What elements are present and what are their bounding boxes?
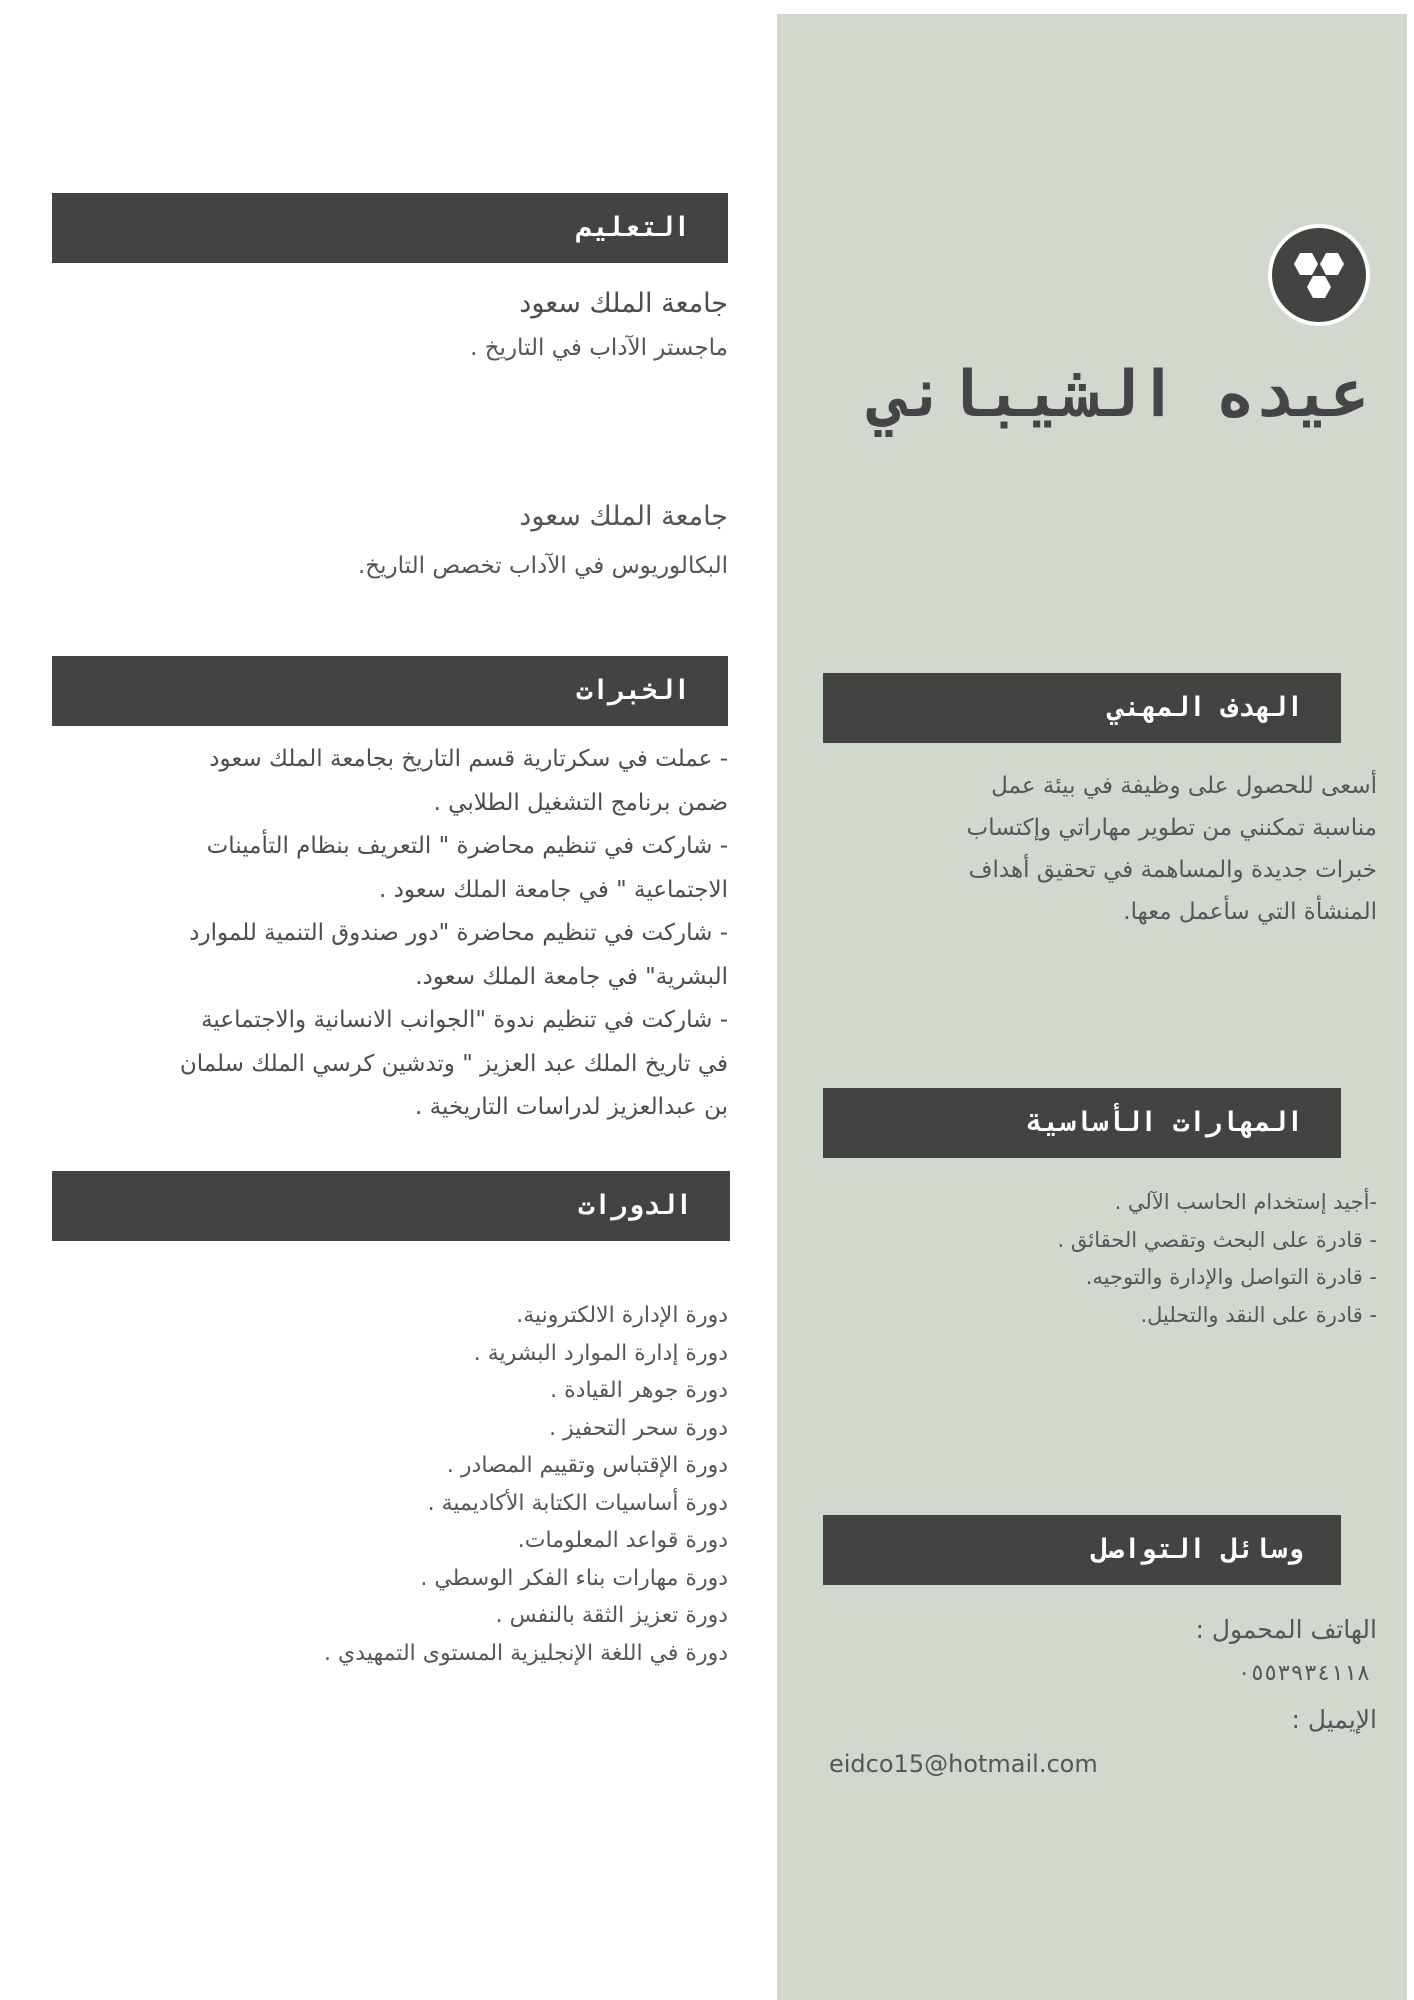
courses-list	[324, 1297, 728, 1672]
hexagon-logo-icon	[1266, 222, 1372, 328]
course-item: دورة أساسيات الكتابة الأكاديمية .	[427, 1490, 728, 1516]
experience-line: - شاركت في تنظيم محاضرة "دور صندوق التنمية للموارد	[189, 920, 728, 946]
experience-header	[52, 656, 728, 726]
education-header	[52, 193, 728, 263]
experience-title: الخبرات	[576, 675, 690, 706]
course-item: دورة تعزيز الثقة بالنفس .	[495, 1603, 728, 1628]
objective-header	[823, 673, 1341, 743]
contact-header	[823, 1515, 1341, 1585]
person-name: عيده الشيباني	[869, 358, 1370, 432]
skills-header	[823, 1088, 1341, 1158]
education-degree-1: ماجستر الآداب في التاريخ .	[470, 335, 728, 361]
objective-text	[967, 765, 1377, 933]
education-title: التعليم	[576, 212, 690, 243]
objective-line: خبرات جديدة والمساهمة في تحقيق أهداف	[968, 857, 1377, 883]
email-link[interactable]: eidco15@hotmail.com	[829, 1750, 1098, 1778]
experience-list	[180, 738, 728, 1130]
skill-item: -أجيد إستخدام الحاسب الآلي .	[1114, 1190, 1377, 1214]
course-item: دورة إدارة الموارد البشرية .	[473, 1340, 728, 1366]
course-item: دورة الإقتباس وتقييم المصادر .	[446, 1453, 728, 1478]
email-label: الإيميل :	[1291, 1705, 1377, 1734]
skills-title: المهارات الأساسية	[1026, 1107, 1303, 1138]
objective-title: الهدف المهني	[1107, 692, 1303, 723]
experience-line: البشرية" في جامعة الملك سعود.	[415, 963, 728, 990]
objective-line: أسعى للحصول على وظيفة في بيئة عمل	[991, 773, 1377, 799]
course-item: دورة سحر التحفيز .	[549, 1415, 728, 1441]
experience-line: - شاركت في تنظيم محاضرة " التعريف بنظام التأمينات	[206, 833, 728, 859]
skill-item: - قادرة على البحث وتقصي الحقائق .	[1057, 1227, 1377, 1252]
skill-item: - قادرة التواصل والإدارة والتوجيه.	[1085, 1265, 1377, 1289]
experience-line: - شاركت في تنظيم ندوة "الجوانب الانسانية والاجتماعية	[201, 1007, 728, 1033]
phone-label: الهاتف المحمول :	[1195, 1615, 1377, 1644]
objective-line: المنشأة التي سأعمل معها.	[1123, 899, 1377, 925]
education-university-2: جامعة الملك سعود	[519, 501, 728, 532]
skills-list	[1058, 1184, 1377, 1334]
course-item: دورة قواعد المعلومات.	[517, 1528, 728, 1553]
education-degree-2: البكالوريوس في الآداب تخصص التاريخ.	[358, 553, 728, 579]
experience-line: في تاريخ الملك عبد العزيز " وتدشين كرسي الملك سلمان	[179, 1050, 728, 1077]
education-university-1: جامعة الملك سعود	[519, 288, 728, 319]
experience-line: الاجتماعية " في جامعة الملك سعود .	[378, 876, 728, 903]
courses-title: الدورات	[578, 1190, 692, 1221]
courses-header	[52, 1171, 730, 1241]
objective-line: مناسبة تمكنني من تطوير مهاراتي وإكتساب	[966, 815, 1377, 841]
experience-line: - عملت في سكرتارية قسم التاريخ بجامعة الملك سعود	[209, 746, 728, 772]
course-item: دورة الإدارة الالكترونية.	[516, 1303, 728, 1328]
course-item: دورة في اللغة الإنجليزية المستوى التمهيدي .	[324, 1640, 728, 1666]
phone-value: ٠٥٥٣٩٣٤١١٨	[1237, 1661, 1370, 1686]
skill-item: - قادرة على النقد والتحليل.	[1140, 1302, 1377, 1327]
course-item: دورة مهارات بناء الفكر الوسطي .	[420, 1565, 728, 1591]
experience-line: بن عبدالعزيز لدراسات التاريخية .	[415, 1094, 728, 1120]
course-item: دورة جوهر القيادة .	[550, 1378, 728, 1403]
experience-line: ضمن برنامج التشغيل الطلابي .	[433, 789, 728, 816]
contact-title: وسائل التواصل	[1091, 1534, 1303, 1565]
